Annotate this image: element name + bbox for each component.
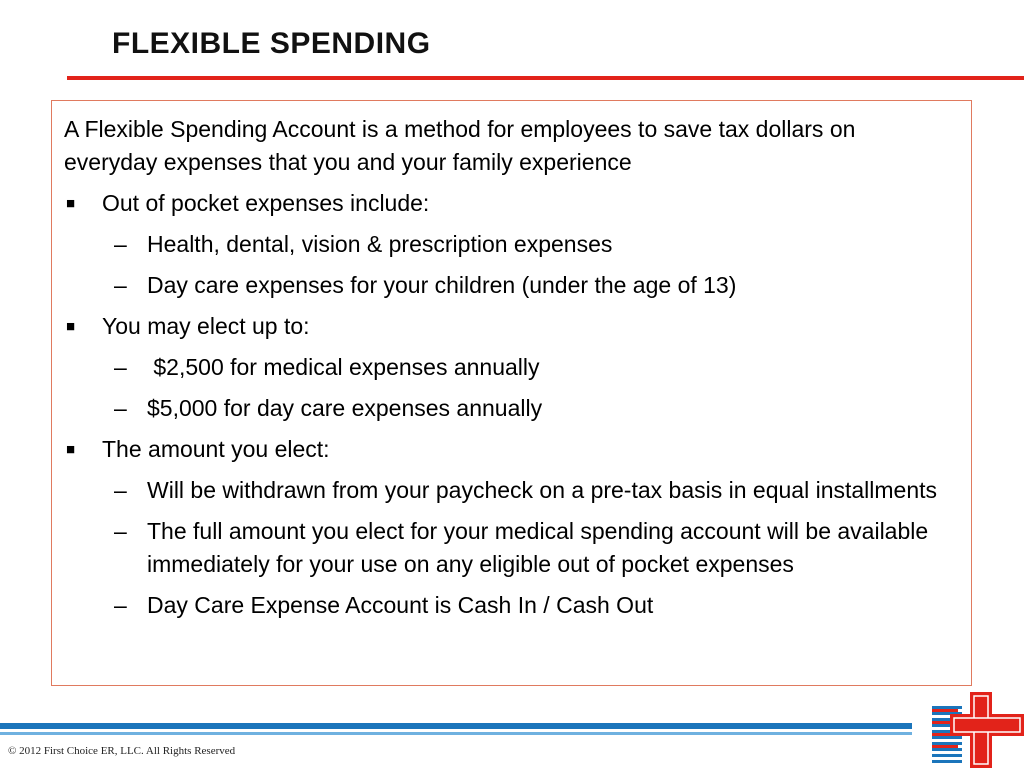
copyright-text: © 2012 First Choice ER, LLC. All Rights Reserved bbox=[8, 745, 236, 757]
bullet-item bbox=[64, 310, 955, 343]
sub-bullet-text: $5,000 for day care expenses annually bbox=[147, 395, 543, 421]
bullet-text: You may elect up to: bbox=[102, 313, 310, 339]
bullet-text: Out of pocket expenses include: bbox=[102, 190, 430, 216]
square-bullet-icon: ■ bbox=[66, 441, 76, 458]
dash-bullet-icon: – bbox=[114, 272, 127, 298]
footer-bar-accent bbox=[0, 732, 912, 735]
content-body bbox=[64, 113, 955, 630]
slide-title: FLEXIBLE SPENDING bbox=[112, 27, 431, 60]
sub-bullet-text: Will be withdrawn from your paycheck on a pre-tax basis in equal installments bbox=[147, 477, 938, 503]
sub-bullet-text: Day care expenses for your children (under the age of 13) bbox=[147, 272, 737, 298]
dash-bullet-icon: – bbox=[114, 592, 127, 618]
footer-bar bbox=[0, 723, 912, 729]
cross-logo-icon bbox=[928, 690, 1024, 768]
dash-bullet-icon: – bbox=[114, 354, 127, 380]
square-bullet-icon: ■ bbox=[66, 318, 76, 335]
dash-bullet-icon: – bbox=[114, 518, 127, 544]
title-divider bbox=[67, 76, 1024, 80]
bullet-item bbox=[64, 187, 955, 220]
content-box bbox=[51, 100, 972, 686]
sub-bullet-item bbox=[64, 228, 955, 261]
sub-bullet-item bbox=[64, 589, 955, 622]
sub-bullet-item bbox=[64, 392, 955, 425]
intro-paragraph: A Flexible Spending Account is a method for employees to save tax dollars on everyday expenses that you and your family experience bbox=[64, 116, 856, 175]
sub-bullet-item bbox=[64, 474, 955, 507]
sub-bullet-item bbox=[64, 515, 955, 581]
sub-bullet-text: Health, dental, vision & prescription expenses bbox=[147, 231, 613, 257]
bullet-item bbox=[64, 433, 955, 466]
sub-bullet-item bbox=[64, 269, 955, 302]
sub-bullet-text: $2,500 for medical expenses annually bbox=[147, 354, 540, 380]
sub-bullet-text: Day Care Expense Account is Cash In / Cash Out bbox=[147, 592, 654, 618]
sub-bullet-text: The full amount you elect for your medical spending account will be available immediately for your use on any eligible out of pocket expenses bbox=[147, 518, 929, 577]
dash-bullet-icon: – bbox=[114, 395, 127, 421]
square-bullet-icon: ■ bbox=[66, 195, 76, 212]
dash-bullet-icon: – bbox=[114, 477, 127, 503]
dash-bullet-icon: – bbox=[114, 231, 127, 257]
bullet-text: The amount you elect: bbox=[102, 436, 330, 462]
sub-bullet-item bbox=[64, 351, 955, 384]
